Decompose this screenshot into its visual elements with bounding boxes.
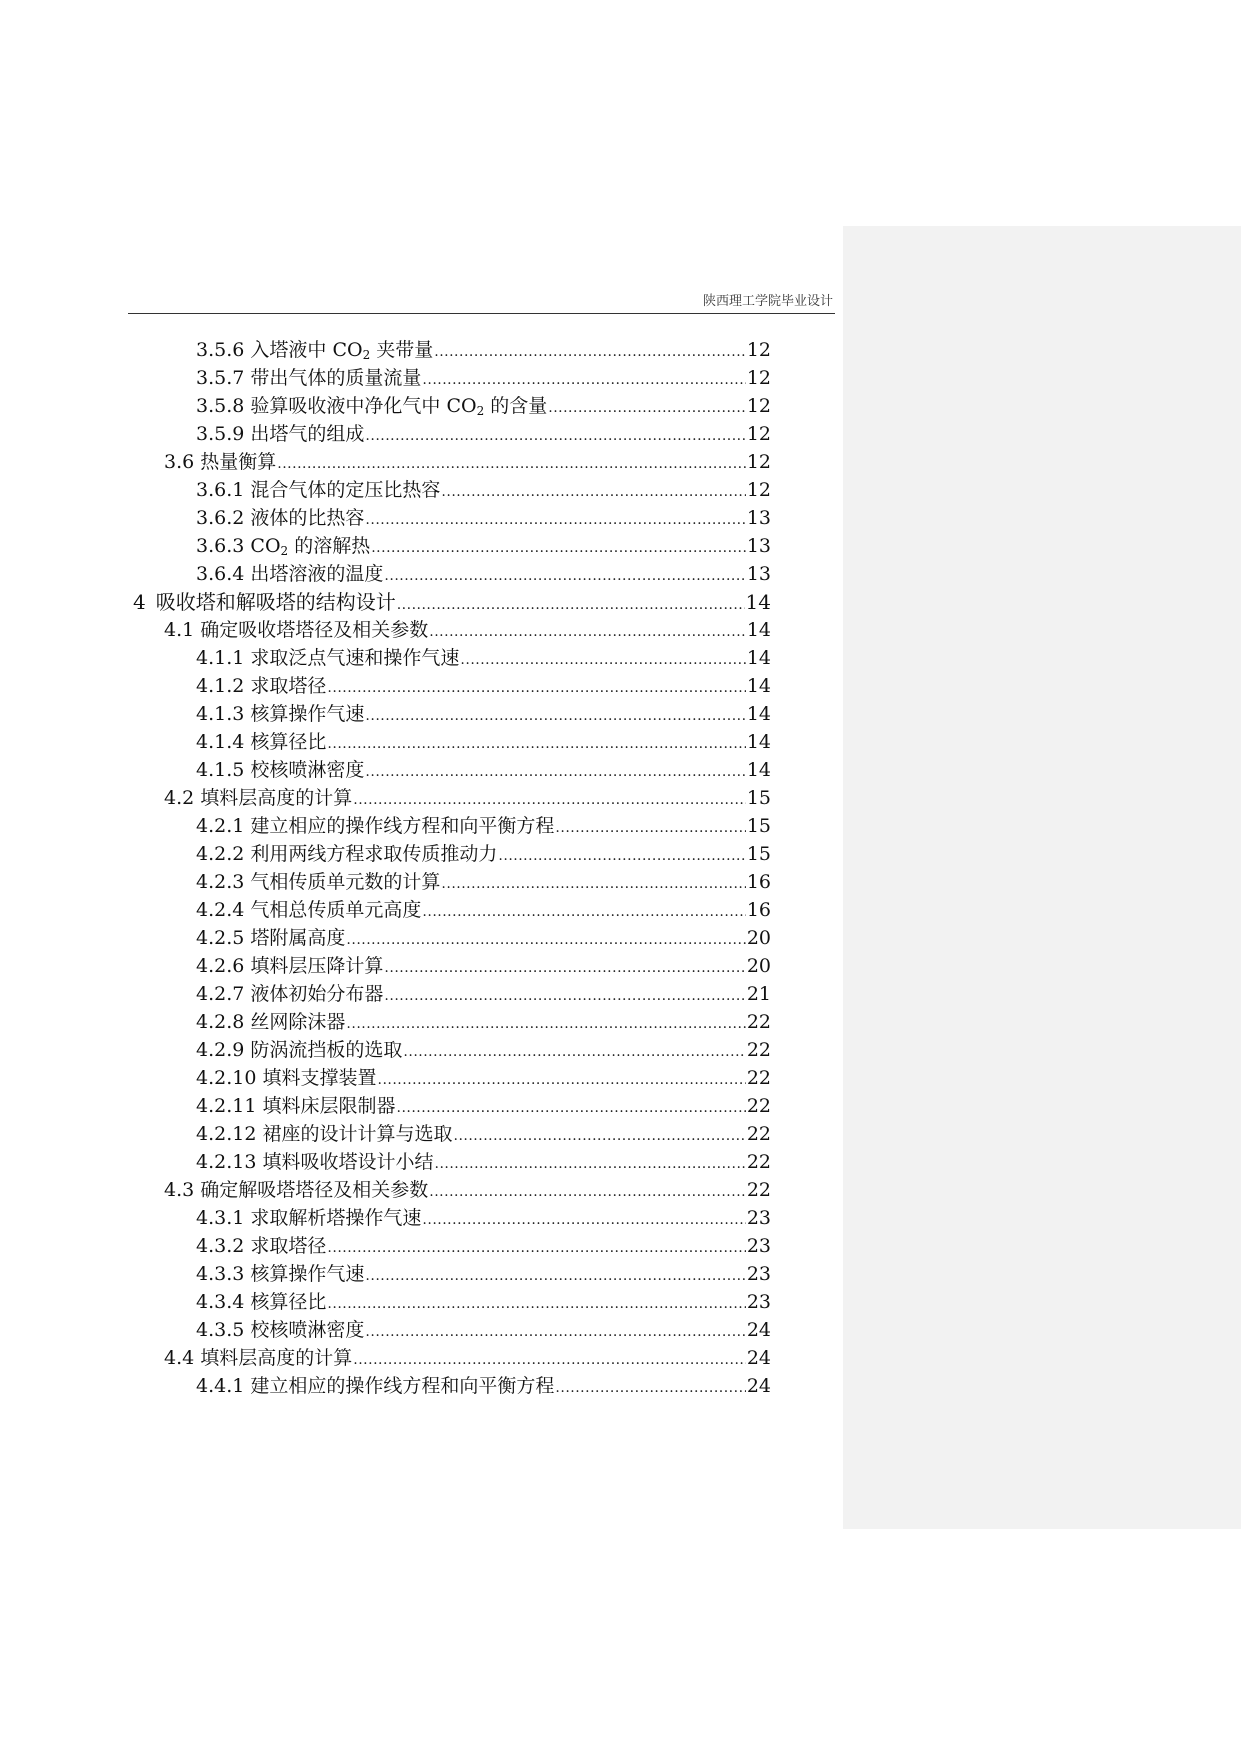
toc-dot-leader xyxy=(498,842,745,870)
toc-row xyxy=(0,1148,1241,1176)
toc-dot-leader xyxy=(429,1178,746,1206)
toc-dot-leader xyxy=(548,394,746,422)
toc-page-number: 24 xyxy=(746,1347,771,1369)
toc-page-number: 22 xyxy=(746,1011,771,1033)
toc-entry-text: 气相传质单元数的计算 xyxy=(250,871,441,893)
toc-page-number: 14 xyxy=(746,703,771,725)
toc-entry-title xyxy=(196,1204,421,1232)
toc-entry-link[interactable] xyxy=(196,672,771,700)
toc-row xyxy=(0,952,1241,980)
toc-row xyxy=(0,504,1241,532)
toc-dot-leader xyxy=(555,1374,745,1402)
toc-dot-leader xyxy=(397,591,745,619)
toc-entry-number: 4.3.5 xyxy=(196,1319,245,1341)
toc-entry-title xyxy=(196,924,345,952)
toc-entry-number: 4.2.5 xyxy=(196,927,245,949)
toc-entry-title xyxy=(196,420,364,448)
toc-row xyxy=(0,1036,1241,1064)
toc-entry-number: 4.3.2 xyxy=(196,1235,245,1257)
toc-entry-text: 出塔溶液的温度 xyxy=(250,563,384,585)
toc-row xyxy=(0,700,1241,728)
toc-entry-title xyxy=(196,1064,377,1092)
toc-entry-link[interactable] xyxy=(164,448,771,476)
toc-entry-title xyxy=(196,532,370,560)
toc-entry-title xyxy=(196,868,440,896)
toc-row xyxy=(0,1232,1241,1260)
toc-entry-title xyxy=(196,392,547,420)
toc-entry-number: 4.2.8 xyxy=(196,1011,245,1033)
toc-entry-link[interactable] xyxy=(164,1344,771,1372)
toc-entry-number: 4.1.1 xyxy=(196,647,245,669)
toc-page-number: 22 xyxy=(746,1067,771,1089)
toc-entry-text: 填料层高度的计算 xyxy=(200,787,353,809)
toc-entry-link[interactable] xyxy=(196,392,771,420)
toc-row xyxy=(0,1008,1241,1036)
toc-entry-title xyxy=(196,812,554,840)
toc-entry-link[interactable] xyxy=(196,504,771,532)
toc-entry-text: 填料支撑装置 xyxy=(262,1067,377,1089)
toc-entry-link[interactable] xyxy=(164,784,771,812)
toc-entry-text: 带出气体的质量流量 xyxy=(250,367,422,389)
toc-page-number: 14 xyxy=(745,590,771,614)
toc-entry-link[interactable] xyxy=(196,924,771,952)
toc-entry-number: 4.2.12 xyxy=(196,1123,257,1145)
toc-entry-number: 3.6 xyxy=(164,451,195,473)
toc-entry-link[interactable] xyxy=(196,1092,771,1120)
toc-entry-title xyxy=(196,1036,402,1064)
toc-entry-title xyxy=(196,1288,326,1316)
toc-entry-link[interactable] xyxy=(196,532,771,560)
toc-dot-leader xyxy=(384,954,745,982)
toc-page-number: 22 xyxy=(746,1123,771,1145)
toc-entry-number: 4.3 xyxy=(164,1179,195,1201)
toc-entry-link[interactable] xyxy=(196,1204,771,1232)
toc-entry-text: 出塔气的组成 xyxy=(250,423,365,445)
toc-dot-leader xyxy=(346,1010,745,1038)
toc-entry-title xyxy=(196,1092,396,1120)
toc-entry-title xyxy=(196,980,383,1008)
toc-row xyxy=(0,840,1241,868)
toc-entry-text: 热量衡算 xyxy=(200,451,277,473)
toc-page-number: 12 xyxy=(746,395,771,417)
toc-entry-title xyxy=(196,476,440,504)
toc-entry-link[interactable] xyxy=(164,616,771,644)
toc-entry-link[interactable] xyxy=(196,1288,771,1316)
toc-entry-title xyxy=(196,644,459,672)
toc-entry-number: 4.2.3 xyxy=(196,871,245,893)
toc-page-number: 16 xyxy=(746,899,771,921)
toc-dot-leader xyxy=(422,366,745,394)
toc-entry-title xyxy=(196,756,364,784)
toc-row xyxy=(0,1316,1241,1344)
toc-row xyxy=(0,644,1241,672)
toc-entry-subscript: 2 xyxy=(362,348,371,362)
toc-row xyxy=(0,532,1241,560)
toc-entry-text: 核算径比 xyxy=(250,731,327,753)
toc-dot-leader xyxy=(555,814,745,842)
toc-dot-leader xyxy=(434,338,746,366)
toc-entry-title xyxy=(196,728,326,756)
toc-page-number: 15 xyxy=(746,787,771,809)
toc-page-number: 12 xyxy=(746,367,771,389)
toc-page-number: 13 xyxy=(746,563,771,585)
toc-entry-text: 利用两线方程求取传质推动力 xyxy=(250,843,498,865)
toc-row xyxy=(0,868,1241,896)
toc-dot-leader xyxy=(429,618,746,646)
toc-entry-number: 4.2.9 xyxy=(196,1039,245,1061)
toc-entry-text: 验算吸收液中净化气中 CO xyxy=(250,395,477,417)
toc-row xyxy=(0,1372,1241,1400)
toc-entry-number: 3.6.4 xyxy=(196,563,245,585)
toc-entry-number: 4.4.1 xyxy=(196,1375,245,1397)
toc-row xyxy=(0,1064,1241,1092)
toc-entry-number: 3.5.6 xyxy=(196,339,245,361)
toc-dot-leader xyxy=(353,1346,746,1374)
toc-page-number: 16 xyxy=(746,871,771,893)
toc-entry-link[interactable] xyxy=(196,420,771,448)
toc-row xyxy=(0,420,1241,448)
toc-dot-leader xyxy=(346,926,745,954)
toc-page-number: 21 xyxy=(746,983,771,1005)
toc-dot-leader xyxy=(365,702,745,730)
toc-entry-link[interactable] xyxy=(196,476,771,504)
toc-entry-title xyxy=(164,784,352,812)
toc-row xyxy=(0,1260,1241,1288)
toc-entry-link[interactable] xyxy=(196,1036,771,1064)
toc-entry-title xyxy=(196,1260,364,1288)
toc-page-number: 22 xyxy=(746,1151,771,1173)
toc-entry-link[interactable] xyxy=(196,896,771,924)
toc-page-number: 20 xyxy=(746,955,771,977)
toc-page-number: 15 xyxy=(746,815,771,837)
toc-row xyxy=(0,784,1241,812)
toc-page-number: 14 xyxy=(746,731,771,753)
toc-row xyxy=(0,1204,1241,1232)
toc-entry-link[interactable] xyxy=(196,1316,771,1344)
toc-entry-text: 确定吸收塔塔径及相关参数 xyxy=(200,619,429,641)
toc-entry-link[interactable] xyxy=(196,364,771,392)
toc-entry-text: 防涡流挡板的选取 xyxy=(250,1039,403,1061)
toc-entry-text: 校核喷淋密度 xyxy=(250,759,365,781)
toc-entry-text: 塔附属高度 xyxy=(250,927,346,949)
toc-entry-text: 填料层高度的计算 xyxy=(200,1347,353,1369)
toc-entry-text: 求取泛点气速和操作气速 xyxy=(250,647,460,669)
toc-entry-title xyxy=(164,1344,352,1372)
running-header-title: 陕西理工学院毕业设计 xyxy=(702,294,833,309)
toc-entry-text: 确定解吸塔塔径及相关参数 xyxy=(200,1179,429,1201)
toc-entry-link[interactable] xyxy=(196,868,771,896)
toc-page-number: 12 xyxy=(746,423,771,445)
toc-page-number: 23 xyxy=(746,1291,771,1313)
toc-page-number: 22 xyxy=(746,1179,771,1201)
toc-entry-text: 求取塔径 xyxy=(250,675,327,697)
toc-page-number: 23 xyxy=(746,1235,771,1257)
toc-entry-title xyxy=(196,1120,453,1148)
toc-entry-text: CO xyxy=(250,535,281,557)
toc-row xyxy=(0,336,1241,364)
toc-entry-title xyxy=(196,1008,345,1036)
toc-page-number: 22 xyxy=(746,1095,771,1117)
toc-page-number: 22 xyxy=(746,1039,771,1061)
toc-dot-leader xyxy=(365,506,745,534)
toc-row xyxy=(0,1344,1241,1372)
toc-dot-leader xyxy=(460,646,745,674)
toc-entry-link[interactable] xyxy=(164,1176,771,1204)
toc-entry-number: 4.1 xyxy=(164,619,195,641)
toc-entry-number: 4.2.10 xyxy=(196,1067,257,1089)
toc-dot-leader xyxy=(365,1318,745,1346)
toc-entry-link[interactable] xyxy=(133,588,771,616)
running-header xyxy=(128,287,835,314)
toc-page-number: 12 xyxy=(746,339,771,361)
toc-entry-number: 3.6.1 xyxy=(196,479,245,501)
toc-dot-leader xyxy=(441,478,745,506)
toc-entry-gap xyxy=(146,590,156,614)
toc-entry-text: 校核喷淋密度 xyxy=(250,1319,365,1341)
toc-page-number: 24 xyxy=(746,1319,771,1341)
toc-entry-link[interactable] xyxy=(196,840,771,868)
toc-entry-text: 建立相应的操作线方程和向平衡方程 xyxy=(250,1375,555,1397)
toc-row xyxy=(0,476,1241,504)
toc-entry-number: 4.2.6 xyxy=(196,955,245,977)
toc-entry-text: 建立相应的操作线方程和向平衡方程 xyxy=(250,815,555,837)
toc-entry-number: 4.2.13 xyxy=(196,1151,257,1173)
toc-entry-text: 混合气体的定压比热容 xyxy=(250,479,441,501)
toc-entry-text: 求取解析塔操作气速 xyxy=(250,1207,422,1229)
toc-dot-leader xyxy=(365,422,745,450)
toc-entry-title xyxy=(196,1232,326,1260)
toc-entry-text: 核算操作气速 xyxy=(250,703,365,725)
toc-entry-title xyxy=(196,896,421,924)
toc-entry-link[interactable] xyxy=(196,1260,771,1288)
toc-page-number: 24 xyxy=(746,1375,771,1397)
toc-row xyxy=(0,448,1241,476)
toc-dot-leader xyxy=(422,1206,745,1234)
toc-entry-text: 入塔液中 CO xyxy=(250,339,363,361)
toc-entry-text: 填料吸收塔设计小结 xyxy=(262,1151,434,1173)
toc-row xyxy=(0,924,1241,952)
toc-entry-number: 4.2.11 xyxy=(196,1095,257,1117)
toc-row xyxy=(0,588,1241,616)
toc-page-number: 15 xyxy=(746,843,771,865)
toc-dot-leader xyxy=(277,450,746,478)
toc-entry-text: 液体初始分布器 xyxy=(250,983,384,1005)
toc-row xyxy=(0,812,1241,840)
toc-row xyxy=(0,392,1241,420)
toc-entry-number: 4 xyxy=(133,590,146,614)
toc-entry-title xyxy=(196,1372,554,1400)
toc-dot-leader xyxy=(365,1262,745,1290)
toc-entry-link[interactable] xyxy=(196,1232,771,1260)
toc-page-number: 12 xyxy=(746,451,771,473)
toc-row xyxy=(0,560,1241,588)
toc-entry-title xyxy=(196,364,421,392)
toc-page-number: 23 xyxy=(746,1207,771,1229)
toc-entry-text: 核算操作气速 xyxy=(250,1263,365,1285)
toc-dot-leader xyxy=(441,870,745,898)
toc-entry-subscript: 2 xyxy=(476,404,485,418)
toc-entry-subscript: 2 xyxy=(280,544,289,558)
toc-row xyxy=(0,728,1241,756)
toc-dot-leader xyxy=(384,982,745,1010)
toc-entry-title xyxy=(164,448,276,476)
toc-dot-leader xyxy=(397,1094,746,1122)
toc-entry-number: 3.6.2 xyxy=(196,507,245,529)
toc-entry-text-suffix: 的含量 xyxy=(484,395,548,417)
toc-entry-number: 3.5.9 xyxy=(196,423,245,445)
toc-entry-number: 3.5.8 xyxy=(196,395,245,417)
toc-dot-leader xyxy=(384,562,745,590)
toc-entry-link[interactable] xyxy=(196,336,771,364)
toc-row xyxy=(0,364,1241,392)
toc-entry-title xyxy=(164,1176,428,1204)
toc-entry-text: 填料层压降计算 xyxy=(250,955,384,977)
toc-dot-leader xyxy=(435,1150,746,1178)
toc-page-number: 14 xyxy=(746,647,771,669)
toc-entry-text: 求取塔径 xyxy=(250,1235,327,1257)
toc-entry-link[interactable] xyxy=(196,1120,771,1148)
toc-entry-number: 4.3.3 xyxy=(196,1263,245,1285)
toc-entry-number: 3.6.3 xyxy=(196,535,245,557)
toc-entry-title xyxy=(196,840,497,868)
toc-entry-text: 气相总传质单元高度 xyxy=(250,899,422,921)
toc-row xyxy=(0,980,1241,1008)
toc-dot-leader xyxy=(422,898,745,926)
toc-dot-leader xyxy=(353,786,746,814)
toc-entry-number: 4.3.1 xyxy=(196,1207,245,1229)
toc-entry-link[interactable] xyxy=(196,1148,771,1176)
toc-entry-link[interactable] xyxy=(196,980,771,1008)
toc-entry-number: 3.5.7 xyxy=(196,367,245,389)
toc-entry-text: 裙座的设计计算与选取 xyxy=(262,1123,453,1145)
toc-page-number: 12 xyxy=(746,479,771,501)
toc-row xyxy=(0,1120,1241,1148)
toc-entry-title xyxy=(164,616,428,644)
toc-entry-link[interactable] xyxy=(196,728,771,756)
toc-row xyxy=(0,616,1241,644)
toc-entry-link[interactable] xyxy=(196,812,771,840)
toc-entry-text: 液体的比热容 xyxy=(250,507,365,529)
toc-entry-title xyxy=(196,1316,364,1344)
toc-entry-number: 4.1.4 xyxy=(196,731,245,753)
toc-entry-number: 4.2.4 xyxy=(196,899,245,921)
toc-dot-leader xyxy=(403,1038,745,1066)
toc-dot-leader xyxy=(327,1290,745,1318)
toc-page-number: 13 xyxy=(746,535,771,557)
toc-entry-link[interactable] xyxy=(196,1372,771,1400)
toc-entry-link[interactable] xyxy=(196,560,771,588)
toc-entry-text: 吸收塔和解吸塔的结构设计 xyxy=(155,590,396,614)
toc-page-number: 14 xyxy=(746,759,771,781)
toc-page-number: 14 xyxy=(746,675,771,697)
toc-entry-link[interactable] xyxy=(196,1064,771,1092)
toc-entry-title xyxy=(196,952,383,980)
toc-dot-leader xyxy=(327,730,745,758)
toc-entry-link[interactable] xyxy=(196,952,771,980)
toc-dot-leader xyxy=(365,758,745,786)
toc-entry-text: 丝网除沫器 xyxy=(250,1011,346,1033)
toc-row xyxy=(0,1092,1241,1120)
toc-entry-number: 4.1.2 xyxy=(196,675,245,697)
toc-entry-title xyxy=(196,336,433,364)
toc-entry-number: 4.2.7 xyxy=(196,983,245,1005)
toc-entry-number: 4.1.5 xyxy=(196,759,245,781)
toc-dot-leader xyxy=(371,534,746,562)
toc-entry-title xyxy=(133,588,396,616)
toc-entry-link[interactable] xyxy=(196,756,771,784)
toc-row xyxy=(0,756,1241,784)
toc-entry-title xyxy=(196,504,364,532)
toc-entry-text-suffix: 的溶解热 xyxy=(288,535,371,557)
toc-entry-text-suffix: 夹带量 xyxy=(370,339,434,361)
toc-entry-number: 4.3.4 xyxy=(196,1291,245,1313)
toc-entry-link[interactable] xyxy=(196,700,771,728)
toc-row xyxy=(0,672,1241,700)
toc-dot-leader xyxy=(327,1234,745,1262)
toc-row xyxy=(0,1288,1241,1316)
toc-page-number: 23 xyxy=(746,1263,771,1285)
toc-entry-text: 核算径比 xyxy=(250,1291,327,1313)
toc-entry-number: 4.4 xyxy=(164,1347,195,1369)
toc-entry-number: 4.2.2 xyxy=(196,843,245,865)
toc-entry-title xyxy=(196,1148,434,1176)
toc-row xyxy=(0,896,1241,924)
toc-row xyxy=(0,1176,1241,1204)
toc-entry-title xyxy=(196,672,326,700)
toc-entry-link[interactable] xyxy=(196,644,771,672)
toc-dot-leader xyxy=(378,1066,746,1094)
toc-dot-leader xyxy=(454,1122,746,1150)
toc-dot-leader xyxy=(327,674,745,702)
toc-entry-title xyxy=(196,700,364,728)
toc-entry-number: 4.1.3 xyxy=(196,703,245,725)
toc-entry-title xyxy=(196,560,383,588)
toc-entry-number: 4.2 xyxy=(164,787,195,809)
toc-page-number: 20 xyxy=(746,927,771,949)
toc-page-number: 13 xyxy=(746,507,771,529)
toc-entry-link[interactable] xyxy=(196,1008,771,1036)
toc-page-number: 14 xyxy=(746,619,771,641)
toc-entry-number: 4.2.1 xyxy=(196,815,245,837)
toc-entry-text: 填料床层限制器 xyxy=(262,1095,396,1117)
